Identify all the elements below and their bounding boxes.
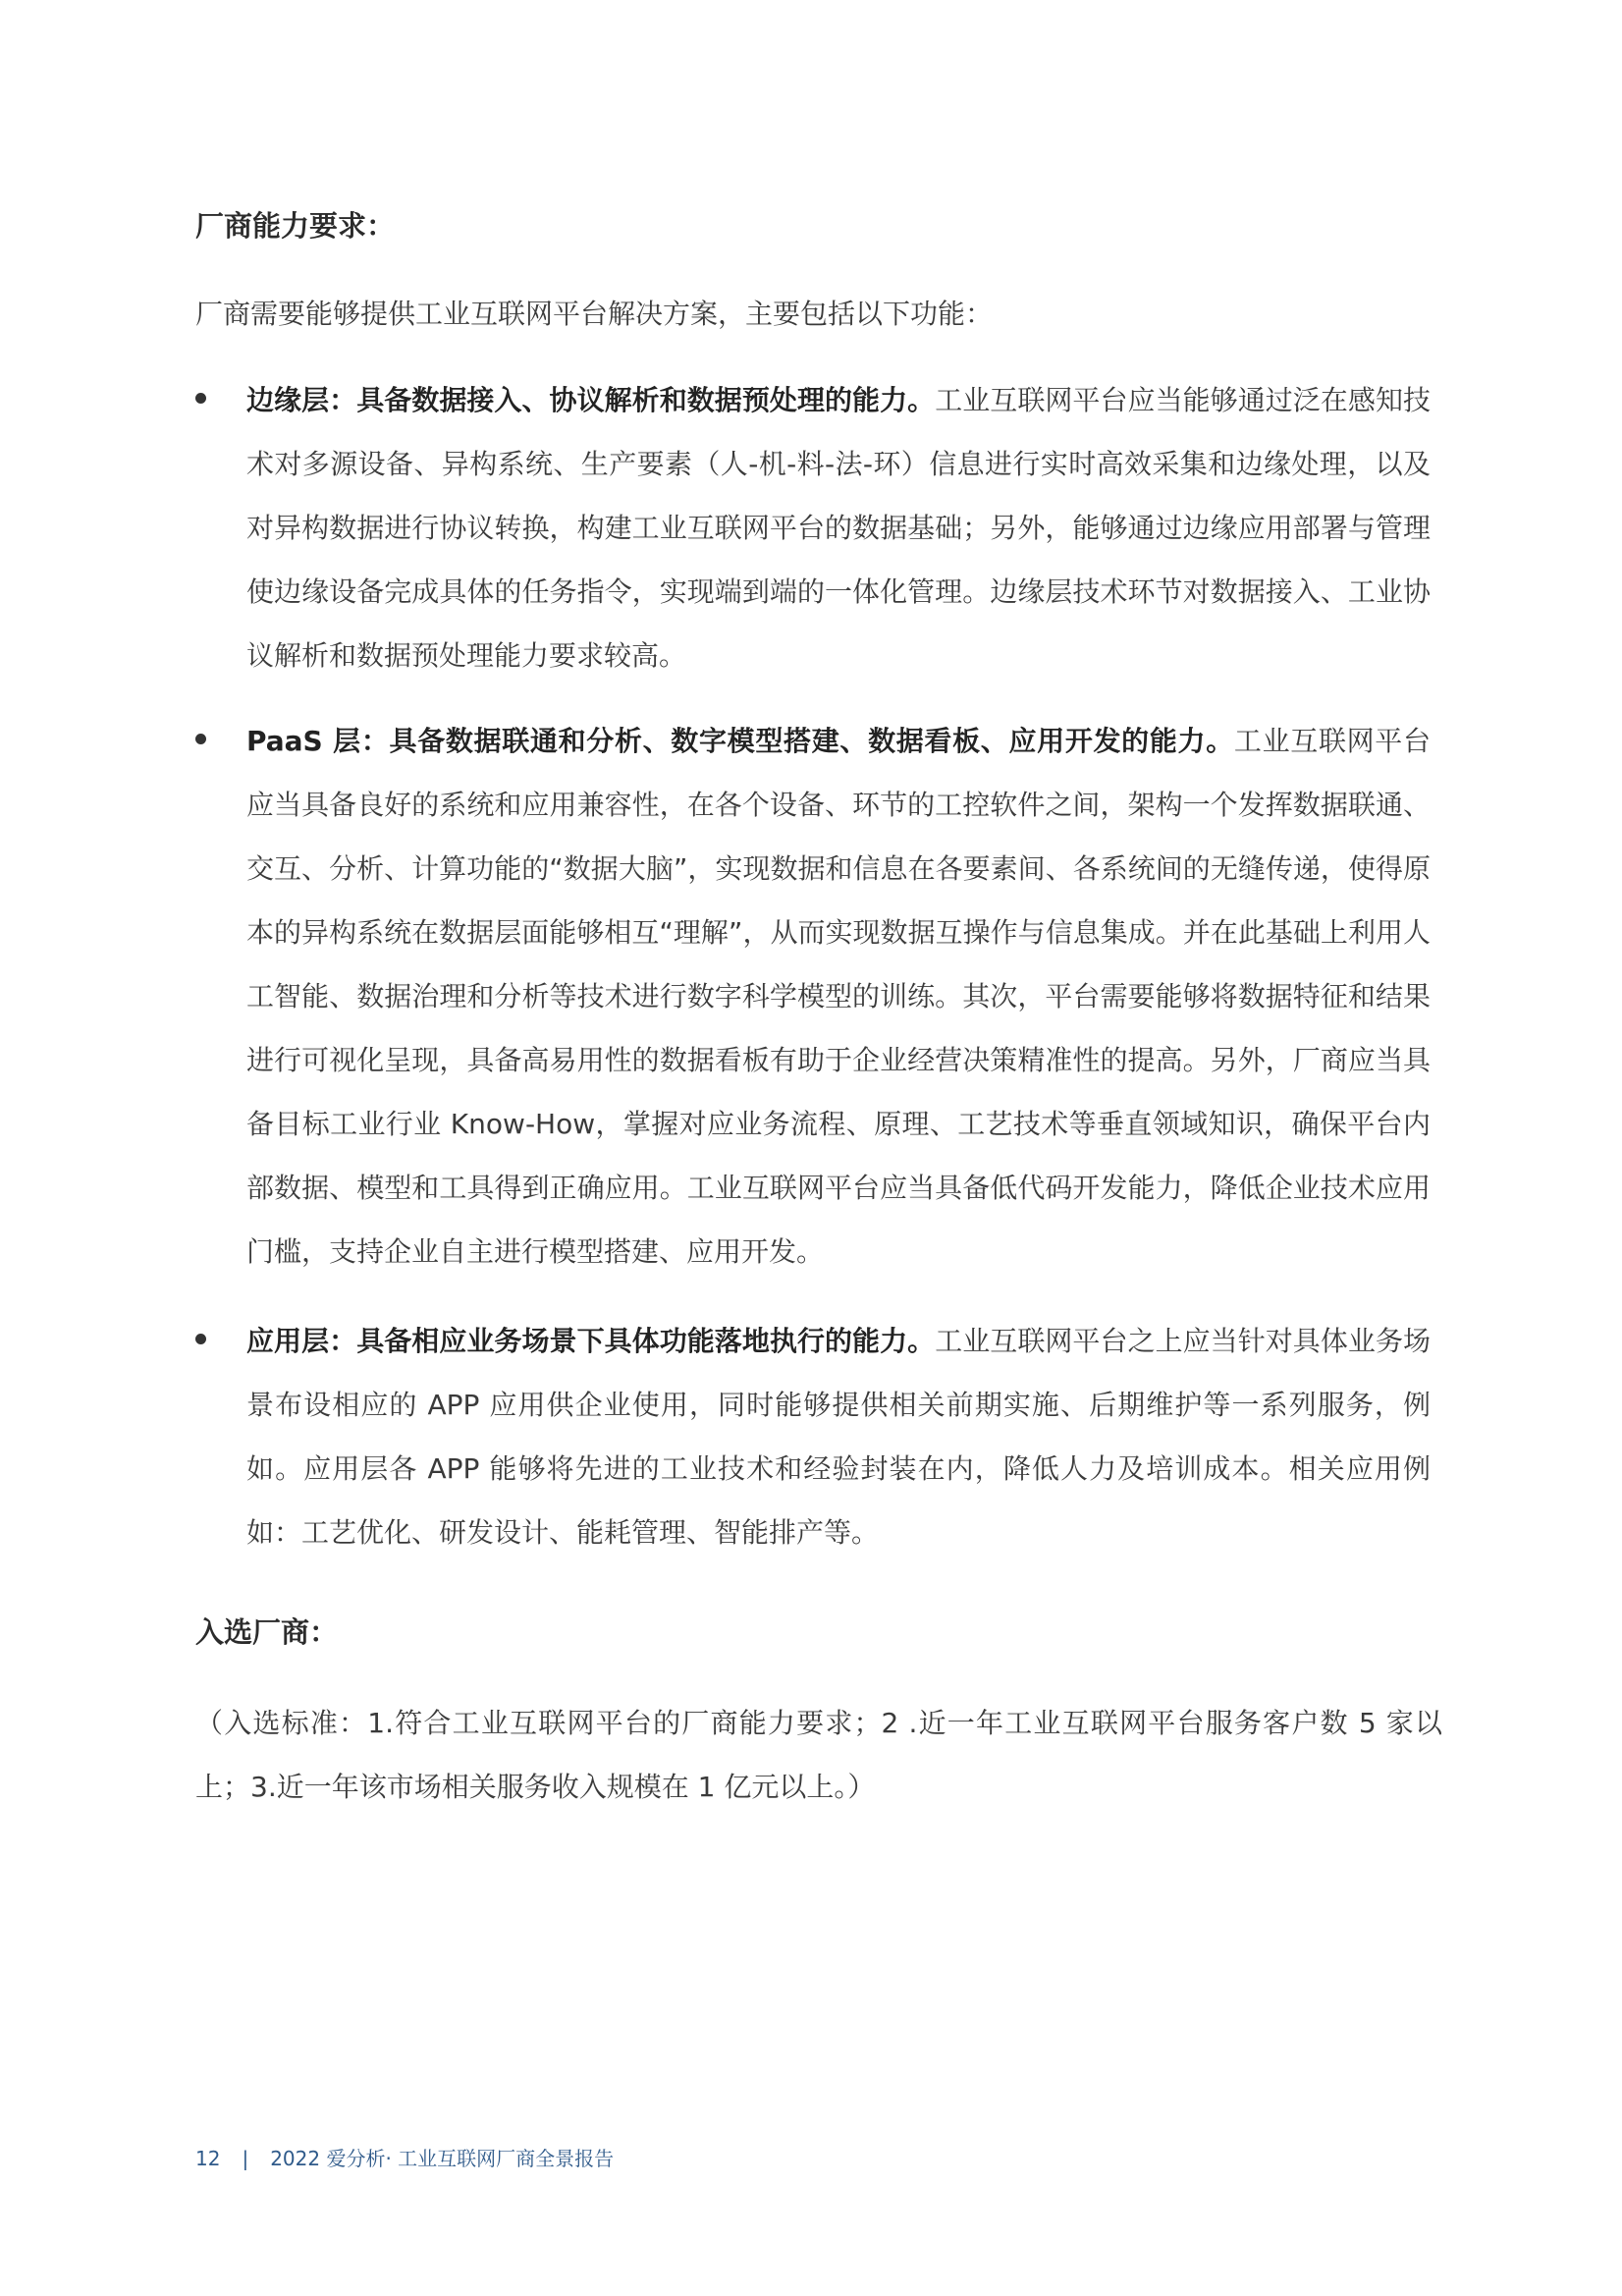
footer-separator: | [242,2147,249,2170]
list-item-text [246,1309,1431,1564]
selection-criteria: （入选标准：1.符合工业互联网平台的厂商能力要求；2 .近一年工业互联网平台服务客户数 5 家以上；3.近一年该市场相关服务收入规模在 1 亿元以上。） [195,1707,1442,1803]
list-item-body: 工业互联网平台应当能够通过泛在感知技术对多源设备、异构系统、生产要素（人-机-料-法-环）信息进行实时高效采集和边缘处理，以及对异构数据进行协议转换，构建工业互联网平台的数据基础；另外，能够通过边缘应用部署与管理使边缘设备完成具体的任务指令，实现端到端的一体化管理。边缘层技术环节对数据接入、工业协议解析和数据预处理能力要求较高。 [246,384,1431,672]
bullet-dot-icon [195,393,206,404]
list-item-lead: 边缘层：具备数据接入、协议解析和数据预处理的能力。 [246,384,936,416]
list-item-lead: PaaS 层：具备数据联通和分析、数字模型搭建、数据看板、应用开发的能力。 [246,725,1234,757]
page-number: 12 [195,2147,221,2170]
vendor-requirements-heading: 厂商能力要求： [195,209,396,243]
bullet-dot-icon [195,734,206,744]
page-footer [195,2145,614,2172]
selected-vendors-heading: 入选厂商： [195,1615,339,1649]
list-item-lead: 应用层：具备相应业务场景下具体功能落地执行的能力。 [246,1325,936,1357]
list-item-body: 工业互联网平台之上应当针对具体业务场景布设相应的 APP 应用供企业使用，同时能够提供相关前期实施、后期维护等一系列服务，例如。应用层各 APP 能够将先进的工业技术和经验封装在内，降低人力及培训成本。相关应用例如：工艺优化、研发设计、能耗管理、智能排产等。 [246,1325,1431,1549]
bullet-dot-icon [195,1334,206,1344]
vendor-requirements-intro: 厂商需要能够提供工业互联网平台解决方案，主要包括以下功能： [195,298,994,330]
list-item-text [246,709,1431,1284]
report-title: 2022 爱分析· 工业互联网厂商全景报告 [270,2147,615,2170]
list-item-text [246,368,1431,687]
list-item-body: 工业互联网平台应当具备良好的系统和应用兼容性，在各个设备、环节的工控软件之间，架构一个发挥数据联通、交互、分析、计算功能的“数据大脑”，实现数据和信息在各要素间、各系统间的无缝传递，使得原本的异构系统在数据层面能够相互“理解”，从而实现数据互操作与信息集成。并在此基础上利用人工智能、数据治理和分析等技术进行数字科学模型的训练。其次，平台需要能够将数据特征和结果进行可视化呈现，具备高易用性的数据看板有助于企业经营决策精准性的提高。另外，厂商应当具备目标工业行业 Know-How，掌握对应业务流程、原理、工艺技术等垂直领域知识，确保平台内部数据、模型和工具得到正确应用。工业互联网平台应当具备低代码开发能力，降低企业技术应用门槛，支持企业自主进行模型搭建、应用开发。 [246,725,1431,1268]
